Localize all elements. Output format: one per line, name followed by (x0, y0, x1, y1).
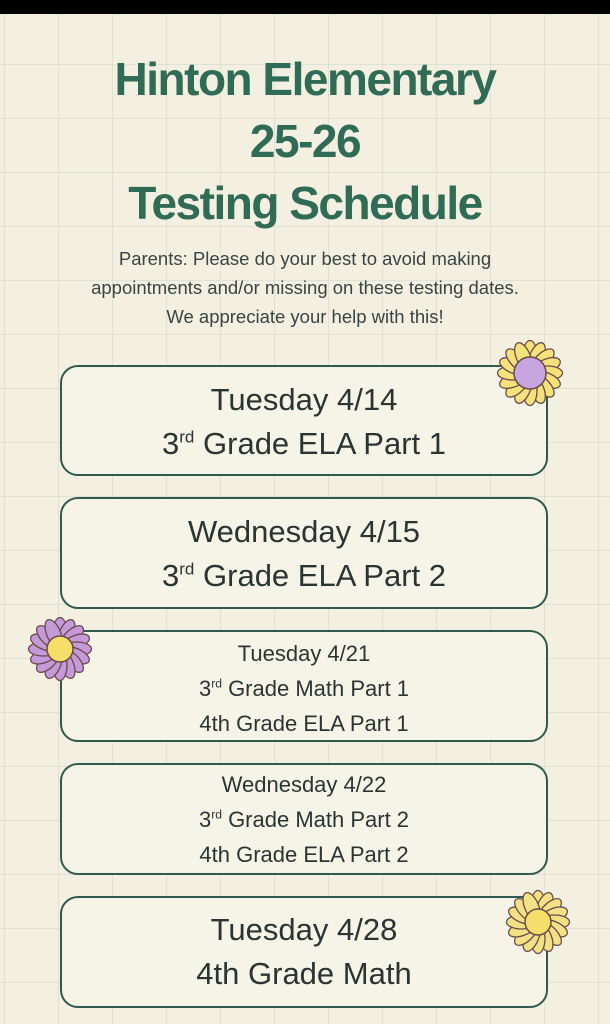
schedule-card-4-22 (60, 763, 548, 875)
schedule-card-4-15 (60, 497, 548, 609)
card-test-line: 4th Grade ELA Part 2 (199, 842, 409, 867)
grade-number: 3 (162, 558, 180, 593)
flower-icon (498, 882, 578, 962)
grade-number: 3 (198, 807, 212, 832)
schedule-card-4-14 (60, 365, 548, 476)
grade-number: 3 (198, 676, 212, 701)
card-date: Wednesday 4/15 (187, 514, 421, 549)
schedule-card-4-21 (60, 630, 548, 742)
flower-center (525, 909, 551, 935)
parent-note (20, 244, 590, 331)
card-date: Tuesday 4/21 (237, 641, 371, 666)
top-status-bar (0, 0, 610, 14)
card-test-line (62, 422, 546, 466)
flower-center (47, 636, 73, 662)
flower-icon (20, 609, 100, 689)
card-test-line: 4th Grade ELA Part 1 (199, 711, 409, 736)
grade-ordinal: rd (211, 676, 222, 691)
test-name: Grade Math Part 2 (221, 807, 410, 832)
card-date: Wednesday 4/22 (221, 772, 387, 797)
grade-number: 3 (162, 426, 180, 461)
note-line-1: Parents: Please do your best to avoid making (118, 248, 492, 269)
card-test-line (62, 554, 546, 598)
test-name: Grade Math Part 1 (221, 676, 410, 701)
grade-ordinal: rd (179, 559, 195, 579)
grade-ordinal: rd (211, 807, 222, 822)
page-title (0, 48, 610, 234)
card-test-line (62, 671, 546, 706)
test-name: Grade ELA Part 1 (194, 426, 446, 461)
test-name: Grade ELA Part 2 (194, 558, 446, 593)
schedule-card-4-28 (60, 896, 548, 1008)
card-test-line: 4th Grade Math (196, 956, 412, 991)
title-line-year: 25-26 (249, 115, 361, 167)
note-line-2: appointments and/or missing on these testing dates. (91, 277, 519, 298)
flower-center (514, 357, 546, 389)
card-date: Tuesday 4/28 (210, 912, 398, 947)
grade-ordinal: rd (179, 427, 195, 447)
note-line-3: We appreciate your help with this! (166, 306, 444, 327)
title-line-schedule: Testing Schedule (128, 177, 482, 229)
title-line-school: Hinton Elementary (114, 53, 496, 105)
card-date: Tuesday 4/14 (210, 382, 398, 417)
card-test-line (62, 802, 546, 837)
flower-icon (490, 333, 570, 413)
